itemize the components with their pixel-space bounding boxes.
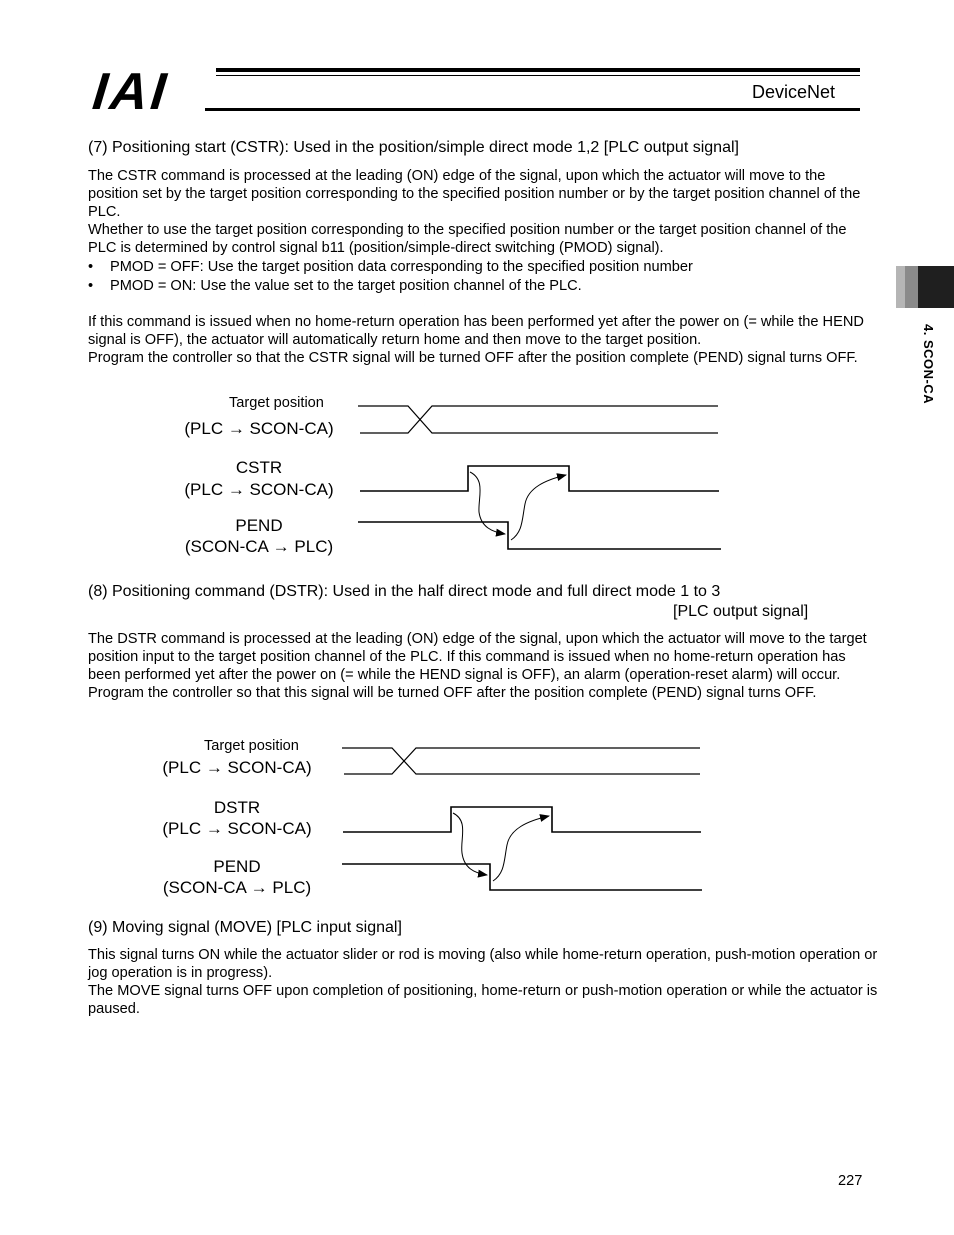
section-8-heading: (8) Positioning command (DSTR): Used in the half direct mode and full direct mode 1 to 3 (88, 583, 721, 600)
section-9-para-1: This signal turns ON while the actuator slider or rod is moving (also while home-return operation, push-motion operation or jog operation is in progress). (88, 947, 878, 981)
diagram-1-cstr-direction: (PLC → SCON-CA) (184, 480, 334, 499)
section-7-para-2: Whether to use the target position corresponding to the specified position number or the target position channel of the PLC is determined by control signal b11 (position/simple-direct switching (PMOD) signal). (88, 222, 847, 256)
diagram-2-target-direction: (PLC → SCON-CA) (162, 758, 312, 777)
section-7-para-4: Program the controller so that the CSTR signal will be turned OFF after the position complete (PEND) signal turns OFF. (88, 350, 858, 366)
diagram-2-arrow-end (493, 816, 549, 881)
page-number: 227 (838, 1173, 863, 1189)
diagram-2-target-label: Target position (204, 738, 299, 754)
diagram-2-pend-label: PEND (213, 857, 261, 876)
diagram-2-target-waveform (342, 748, 700, 774)
section-8-heading-tail: [PLC output signal] (673, 603, 809, 620)
diagram-1-arrow-start (470, 472, 505, 534)
iai-logo: IAI (89, 63, 172, 121)
section-7-heading: (7) Positioning start (CSTR): Used in the position/simple direct mode 1,2 [PLC output signal] (88, 139, 739, 156)
diagram-2-pend-direction: (SCON-CA → PLC) (162, 878, 312, 897)
diagram-2-pend-waveform (342, 864, 702, 890)
pmod-bullet-off: • PMOD = OFF: Use the target position data corresponding to the specified position number (88, 258, 878, 276)
diagram-1-target-waveform (358, 406, 718, 433)
diagram-1-pend-direction: (SCON-CA → PLC) (184, 537, 334, 556)
section-9-para-2: The MOVE signal turns OFF upon completion of positioning, home-return or push-motion operation or while the actuator is paused. (88, 983, 878, 1017)
section-7-para-1: The CSTR command is processed at the leading (ON) edge of the signal, upon which the actuator will move to the position set by the target position corresponding to the specified position number or by the target position channel of the PLC. (88, 168, 861, 220)
diagram-1-cstr-waveform (360, 466, 719, 491)
section-8-para-1: The DSTR command is processed at the leading (ON) edge of the signal, upon which the actuator will move to the target position input to the target position channel of the PLC. If this command is issued when no home-return operation has been performed yet after the power on (= while the HEND signal is OFF), an alarm (operation-reset alarm) will occur. (88, 631, 867, 683)
diagram-1-target-label: Target position (229, 395, 324, 411)
diagram-1-arrow-end (511, 475, 566, 540)
diagram-2-dstr-waveform (343, 807, 701, 832)
diagram-2-dstr-label: DSTR (213, 798, 261, 817)
section-7-para-3: If this command is issued when no home-return operation has been performed yet after the power on (= while the HEND signal is OFF), the actuator will automatically return home and then move to the target position. (88, 314, 864, 348)
section-9-heading: (9) Moving signal (MOVE) [PLC input signal] (88, 919, 402, 936)
pmod-bullet-on: • PMOD = ON: Use the value set to the target position channel of the PLC. (88, 277, 878, 295)
document-name: DeviceNet (752, 82, 836, 102)
diagram-2-arrow-start (453, 813, 487, 875)
section-8-para-2: Program the controller so that this signal will be turned OFF after the position complete (PEND) signal turns OFF. (88, 685, 817, 701)
diagram-1-cstr-label: CSTR (235, 458, 283, 477)
diagram-2-dstr-direction: (PLC → SCON-CA) (162, 819, 312, 838)
chapter-side-label: 4. SCON-CA (921, 324, 936, 405)
diagram-1-target-direction: (PLC → SCON-CA) (184, 419, 334, 438)
diagram-1-pend-waveform (358, 522, 721, 549)
diagram-1-pend-label: PEND (235, 516, 283, 535)
